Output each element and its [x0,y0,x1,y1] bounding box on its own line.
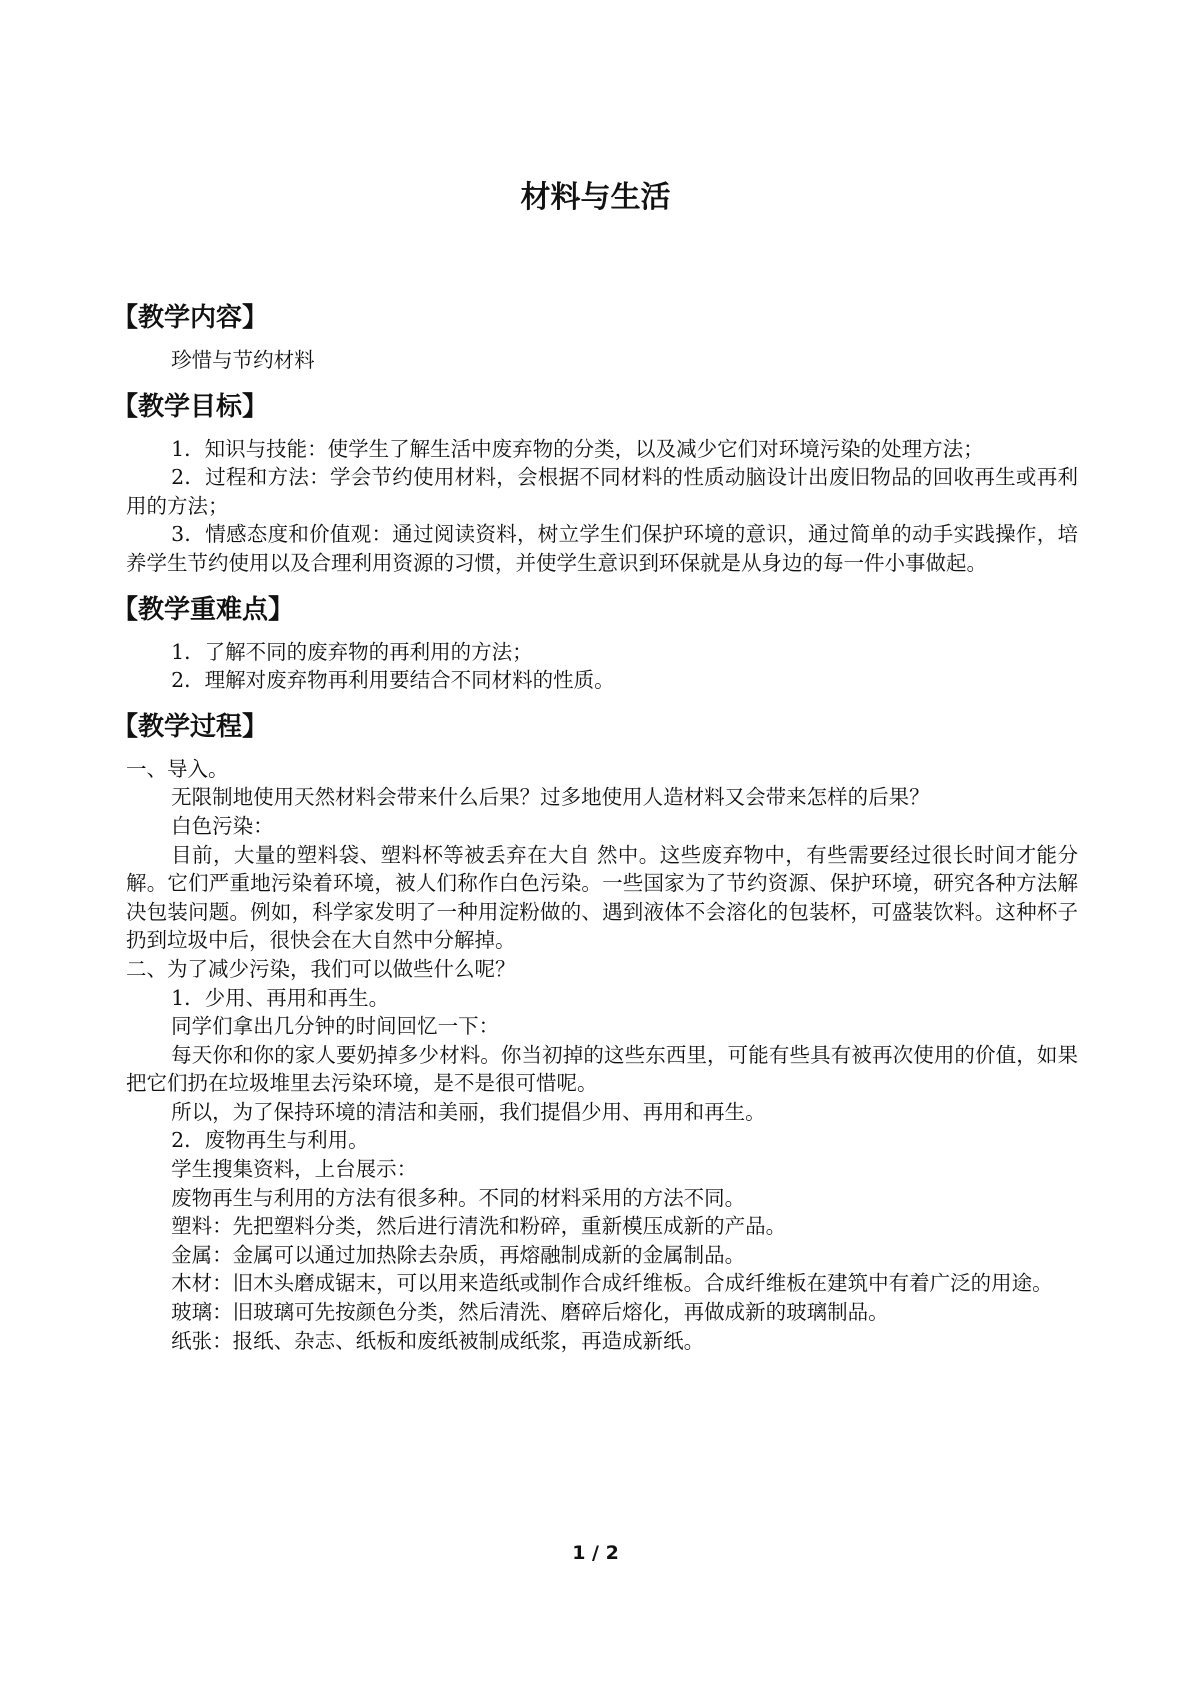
process-line: 玻璃：旧玻璃可先按颜色分类，然后清洗、磨碎后熔化，再做成新的玻璃制品。 [171,1300,889,1325]
process-line: 目前，大量的塑料袋、塑料杯等被丢弃在大自 然中。这些废弃物中，有些需要经过很长时间才能分解。它们严重地污染着环境，被人们称作白色污染。一些国家为了节约资源、保护环境，研究各种方法解决包装问题。例如，科学家发明了一种用淀粉做的、遇到液体不会溶化的包装杯，可盛装饮料。这种杯子扔到垃圾中后，很快会在大自然中分解掉。 [126,842,1078,953]
heading-teaching-process: 【教学过程】 [112,711,269,742]
paragraph: 2．过程和方法：学会节约使用材料，会根据不同材料的性质动脑设计出废旧物品的回收再生或再利用的方法； [126,465,1078,518]
paragraph: 1．了解不同的废弃物的再利用的方法； [171,639,533,664]
process-line: 金属：金属可以通过加热除去杂质，再熔融制成新的金属制品。 [171,1242,746,1267]
process-line: 无限制地使用天然材料会带来什么后果？过多地使用人造材料又会带来怎样的后果？ [171,785,930,810]
heading-teaching-content: 【教学内容】 [112,303,269,333]
process-line: 所以，为了保持环境的清洁和美丽，我们提倡少用、再用和再生。 [171,1099,766,1124]
paragraph: 珍惜与节约材料 [171,348,315,372]
heading-key-points: 【教学重难点】 [112,594,295,625]
process-line: 2．废物再生与利用。 [171,1128,369,1153]
document-body [112,300,1078,1355]
process-line: 学生搜集资料，上台展示： [171,1157,418,1182]
process-line: 白色污染： [171,813,274,838]
paragraph: 3．情感态度和价值观：通过阅读资料，树立学生们保护环境的意识，通过简单的动手实践操作，培养学生节约使用以及合理利用资源的习惯，并使学生意识到环保就是从身边的每一件小事做起。 [126,522,1078,575]
paragraph: 2．理解对废弃物再利用要结合不同材料的性质。 [171,668,615,693]
process-line: 二、为了减少污染，我们可以做些什么呢？ [126,956,516,981]
process-line: 每天你和你的家人要奶掉多少材料。你当初掉的这些东西里，可能有些具有被再次使用的价值，如果把它们扔在垃圾堆里去污染环境，是不是很可惜呢。 [126,1042,1078,1096]
process-line: 同学们拿出几分钟的时间回忆一下： [171,1014,500,1039]
process-line: 1．少用、再用和再生。 [171,985,390,1010]
process-line: 纸张：报纸、杂志、纸板和废纸被制成纸浆，再造成新纸。 [171,1328,705,1353]
heading-teaching-goals: 【教学目标】 [112,391,269,422]
paragraph: 1．知识与技能：使学生了解生活中废弃物的分类，以及减少它们对环境污染的处理方法； [171,436,984,461]
page-number: 1 / 2 [572,1542,619,1564]
process-line: 塑料：先把塑料分类，然后进行清洗和粉碎，重新模压成新的产品。 [171,1214,787,1239]
process-line: 木材：旧木头磨成锯末，可以用来造纸或制作合成纤维板。合成纤维板在建筑中有着广泛的用途。 [171,1271,1053,1296]
process-line: 废物再生与利用的方法有很多种。不同的材料采用的方法不同。 [171,1185,746,1210]
document-title: 材料与生活 [520,180,671,215]
process-line: 一、导入。 [126,756,229,781]
